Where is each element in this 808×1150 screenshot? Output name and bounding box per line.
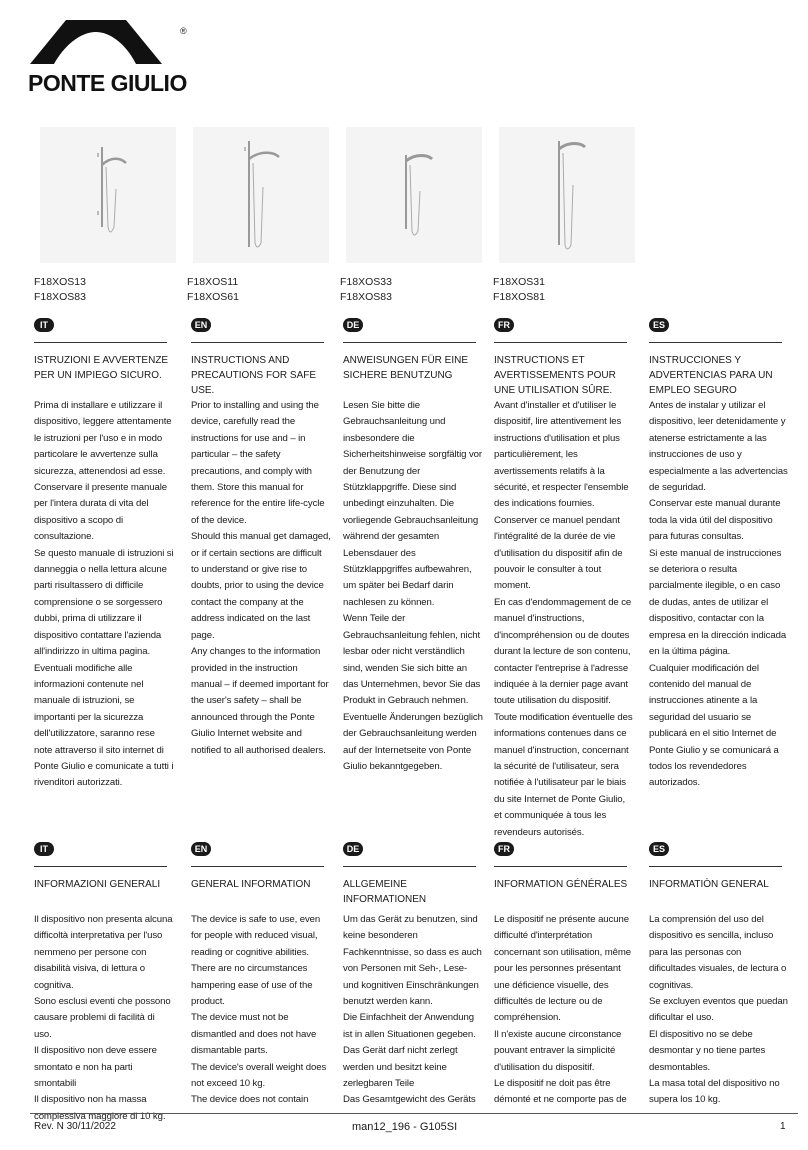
shower-rail-icon (346, 127, 482, 263)
paragraph: La masa total del dispositivo no supera los 10 kg. (649, 1078, 780, 1106)
general-section-fr (494, 842, 634, 1109)
paragraph: Si este manual de instrucciones se deteriora o resulta parcialmente ilegible, o en caso de dudas, antes de utilizar el dispositivo, contactar con la empresa en la dirección indicada en la última página. (649, 547, 787, 658)
section-body (343, 912, 483, 1109)
paragraph: Should this manual get damaged, or if certain sections are difficult to understand or give rise to doubts, prior to using the device contact the company at the address indicated on the last page. (191, 531, 331, 641)
product-image-1 (40, 127, 176, 263)
paragraph: Eventuali modifiche alle informazioni contenute nel manuale di istruzioni, se importanti per la sicurezza dell'utilizzatore, saranno rese note attraverso il sito internet di Ponte Giulio e comunicate a tutti i rivenditori autorizzati. (34, 662, 174, 789)
product-codes-3 (340, 275, 392, 305)
divider (34, 342, 167, 343)
section-body (191, 398, 331, 759)
section-heading: INSTRUCTIONS ET AVERTISSEMENTS POUR UNE UTILISATION SÛRE. (494, 355, 616, 396)
page-number: 1 (780, 1121, 786, 1132)
paragraph: Prior to installing and using the device, carefully read the instructions for use and – in particular – the safety precautions, and comply with them. Store this manual for reference for the entire life-cycle of the device. (191, 400, 325, 526)
paragraph: Sono esclusi eventi che possono causare problemi di facilità di uso. (34, 996, 171, 1040)
language-badge: ES (649, 318, 669, 332)
product-image-4 (499, 127, 635, 263)
language-badge: IT (34, 842, 54, 856)
safety-section-en (191, 318, 331, 759)
product-code: F18XOS61 (187, 291, 239, 303)
language-badge: IT (34, 318, 54, 332)
divider (494, 866, 627, 867)
section-body (494, 398, 634, 841)
safety-section-fr (494, 318, 634, 841)
product-code: F18XOS81 (493, 291, 545, 303)
paragraph: El dispositivo no se debe desmontar y no tiene partes desmontables. (649, 1028, 766, 1073)
safety-section-de (343, 318, 483, 775)
divider (34, 866, 167, 867)
general-section-es (649, 842, 789, 1109)
section-heading: INFORMATION GÉNÉRALES (494, 879, 628, 890)
paragraph: La comprensión del uso del dispositivo es sencilla, incluso para las personas con dificultades visuales, de lectura o cognitivas. (649, 914, 787, 991)
paragraph: Antes de instalar y utilizar el dispositivo, leer detenidamente y atenerse estrictamente a las instrucciones de uso y especialmente a las advertencias de seguridad. (649, 400, 788, 494)
section-body (649, 398, 789, 792)
product-code: F18XOS31 (493, 276, 545, 288)
paragraph: Il n'existe aucune circonstance pouvant entraver la simplicité d'utilisation du dispositif. (494, 1028, 622, 1073)
paragraph: The device is safe to use, even for people with reduced visual, reading or cognitive abilities. (191, 914, 321, 958)
product-code: F18XOS11 (187, 276, 239, 288)
divider (343, 866, 476, 867)
paragraph: Se questo manuale di istruzioni si danneggia o nella lettura alcune parti risultassero di difficile comprensione o se sorgessero dubbi, prima di utilizzare il dispositivo contattare l'azienda all'indirizzo in ultima pagina. (34, 547, 174, 658)
section-body (191, 912, 331, 1109)
general-section-de (343, 842, 483, 1109)
language-badge: ES (649, 842, 669, 856)
product-codes-2 (187, 275, 239, 305)
paragraph: Le dispositif ne présente aucune difficulté d'interprétation concernant son utilisation, même pour les personnes présentant une déficience visuelle, des difficultés de lecture ou de compréhension. (494, 914, 632, 1024)
paragraph: Wenn Teile der Gebrauchsanleitung fehlen, nicht lesbar oder nicht verständlich sind, wenden Sie sich bitte an das Unternehmen, bevor Sie das Produkt in Gebrauch nehmen. (343, 613, 481, 707)
section-heading: GENERAL INFORMATION (191, 879, 311, 890)
brand-logo (28, 14, 198, 98)
section-body (34, 398, 174, 792)
divider (494, 342, 627, 343)
product-code: F18XOS83 (340, 291, 392, 303)
divider (343, 342, 476, 343)
paragraph: Um das Gerät zu benutzen, sind keine besonderen Fachkenntnisse, so dass es auch von Personen mit Seh-, Lese- und kognitiven Einschränkungen benutzt werden kann. (343, 914, 482, 1008)
safety-section-it (34, 318, 174, 792)
paragraph: En cas d'endommagement de ce manuel d'instructions, d'incompréhension ou de doutes durant la lecture de son contenu, contacter l'entreprise à l'adresse indiquée à la dernier page avant toute utilisation du dispositif. (494, 596, 632, 707)
paragraph: The device does not contain (191, 1094, 309, 1106)
product-code: F18XOS33 (340, 276, 392, 288)
language-badge: DE (343, 318, 363, 332)
product-image-3 (346, 127, 482, 263)
paragraph: Prima di installare e utilizzare il dispositivo, leggere attentamente le istruzioni per l'uso e in modo particolare le avvertenze sulla sicurezza, attenendosi ad esse. Conservare il presente manuale per l'intera durata di vita del dispositivo a scopo di consultazione. (34, 400, 172, 543)
paragraph: Lesen Sie bitte die Gebrauchsanleitung und insbesondere die Sicherheitshinweise sorgfältig vor der Benutzung der Stützklappgriffe. Diese sind unbedingt einzuhalten. Die vorliegende Gebrauchsanleitung während der gesamten Lebensdauer des Stützklappgriffes aufbewahren, um später bei Bedarf darin nachlesen zu können. (343, 400, 482, 608)
paragraph: Se excluyen eventos que puedan dificultar el uso. (649, 996, 788, 1024)
brand-name: PONTE GIULIO (28, 70, 187, 96)
language-badge: DE (343, 842, 363, 856)
registered-mark: ® (180, 26, 187, 36)
divider (191, 342, 324, 343)
paragraph: Cualquier modificación del contenido del manual de instrucciones atinente a la seguridad del usuario se publicará en el sitio Internet de Ponte Giulio y se comunicará a todos los revendedores autorizados. (649, 662, 779, 789)
paragraph: The device's overall weight does not exceed 10 kg. (191, 1061, 327, 1090)
paragraph: The device must not be dismantled and does not have dismantable parts. (191, 1012, 317, 1057)
shower-rail-icon (40, 127, 176, 263)
product-code: F18XOS13 (34, 276, 86, 288)
product-codes-1 (34, 275, 86, 305)
paragraph: There are no circumstances hampering ease of use of the product. (191, 963, 313, 1008)
divider (649, 866, 782, 867)
logo-arc-icon (28, 14, 198, 70)
product-image-2 (193, 127, 329, 263)
paragraph: Any changes to the information provided in the instruction manual – if deemed important for the user's safety – shall be announced through the Ponte Giulio Internet website and notified to all authorised dealers. (191, 646, 329, 756)
paragraph: Conserver ce manuel pendant l'intégralité de la durée de vie d'utilisation du dispositif afin de pouvoir le consulter à tout moment. (494, 514, 623, 592)
safety-section-es (649, 318, 789, 792)
paragraph: Die Einfachheit der Anwendung ist in allen Situationen gegeben. (343, 1012, 476, 1040)
paragraph: Conservar este manual durante toda la vida útil del dispositivo para futuras consultas. (649, 498, 781, 543)
section-body (649, 912, 789, 1109)
product-codes-4 (493, 275, 545, 305)
section-heading: INSTRUCTIONS AND PRECAUTIONS FOR SAFE USE. (191, 355, 317, 396)
product-code: F18XOS83 (34, 291, 86, 303)
paragraph: Le dispositif ne doit pas être démonté et ne comporte pas de (494, 1078, 627, 1106)
shower-rail-icon (499, 127, 635, 263)
divider (191, 866, 324, 867)
general-section-it (34, 842, 174, 1125)
section-body (34, 912, 174, 1125)
paragraph: Toute modification éventuelle des informations contenues dans ce manuel d'instruction, concernant la sécurité de l'utilisateur, sera notifiée à l'utilisateur par le biais du site Internet de Ponte Giulio, et communiquée à tous les revendeurs autorisés. (494, 711, 633, 838)
section-heading: ISTRUZIONI E AVVERTENZE PER UN IMPIEGO SICURO. (34, 355, 169, 381)
paragraph: Il dispositivo non presenta alcuna difficoltà interpretativa per l'uso nemmeno per persone con disabilità visiva, di lettura o cognitiva. (34, 914, 173, 991)
paragraph: Das Gesamtgewicht des Geräts (343, 1094, 476, 1106)
footer-divider (30, 1113, 798, 1114)
paragraph: Eventuelle Änderungen bezüglich der Gebrauchsanleitung werden auf der Internetseite von Ponte Giulio bekanntgegeben. (343, 711, 483, 772)
document-code: man12_196 - G105SI (352, 1121, 458, 1133)
language-badge: FR (494, 842, 514, 856)
section-body (343, 398, 483, 775)
section-heading: INFORMATIÒN GENERAL (649, 879, 769, 890)
paragraph: Il dispositivo non deve essere smontato e non ha parti smontabili (34, 1045, 157, 1090)
language-badge: EN (191, 318, 211, 332)
revision-label: Rev. N 30/11/2022 (34, 1121, 116, 1132)
paragraph: Il dispositivo non ha massa complessiva maggiore di 10 kg. (34, 1094, 166, 1122)
section-heading: INSTRUCCIONES Y ADVERTENCIAS PARA UN EMPLEO SEGURO (649, 355, 773, 396)
language-badge: EN (191, 842, 211, 856)
divider (649, 342, 782, 343)
section-heading: ANWEISUNGEN FÜR EINE SICHERE BENUTZUNG (343, 355, 469, 381)
language-badge: FR (494, 318, 514, 332)
section-body (494, 912, 634, 1109)
general-section-en (191, 842, 331, 1109)
paragraph: Das Gerät darf nicht zerlegt werden und besitzt keine zerlegbaren Teile (343, 1045, 458, 1090)
shower-rail-icon (193, 127, 329, 263)
paragraph: Avant d'installer et d'utiliser le dispositif, lire attentivement les instructions d'utilisation et plus particulièrement, les avertissements relatifs à la sécurité, et respecter l'ensemble des indications fournies. (494, 400, 629, 510)
section-heading: ALLGEMEINE INFORMATIONEN (343, 879, 427, 905)
section-heading: INFORMAZIONI GENERALI (34, 879, 161, 890)
